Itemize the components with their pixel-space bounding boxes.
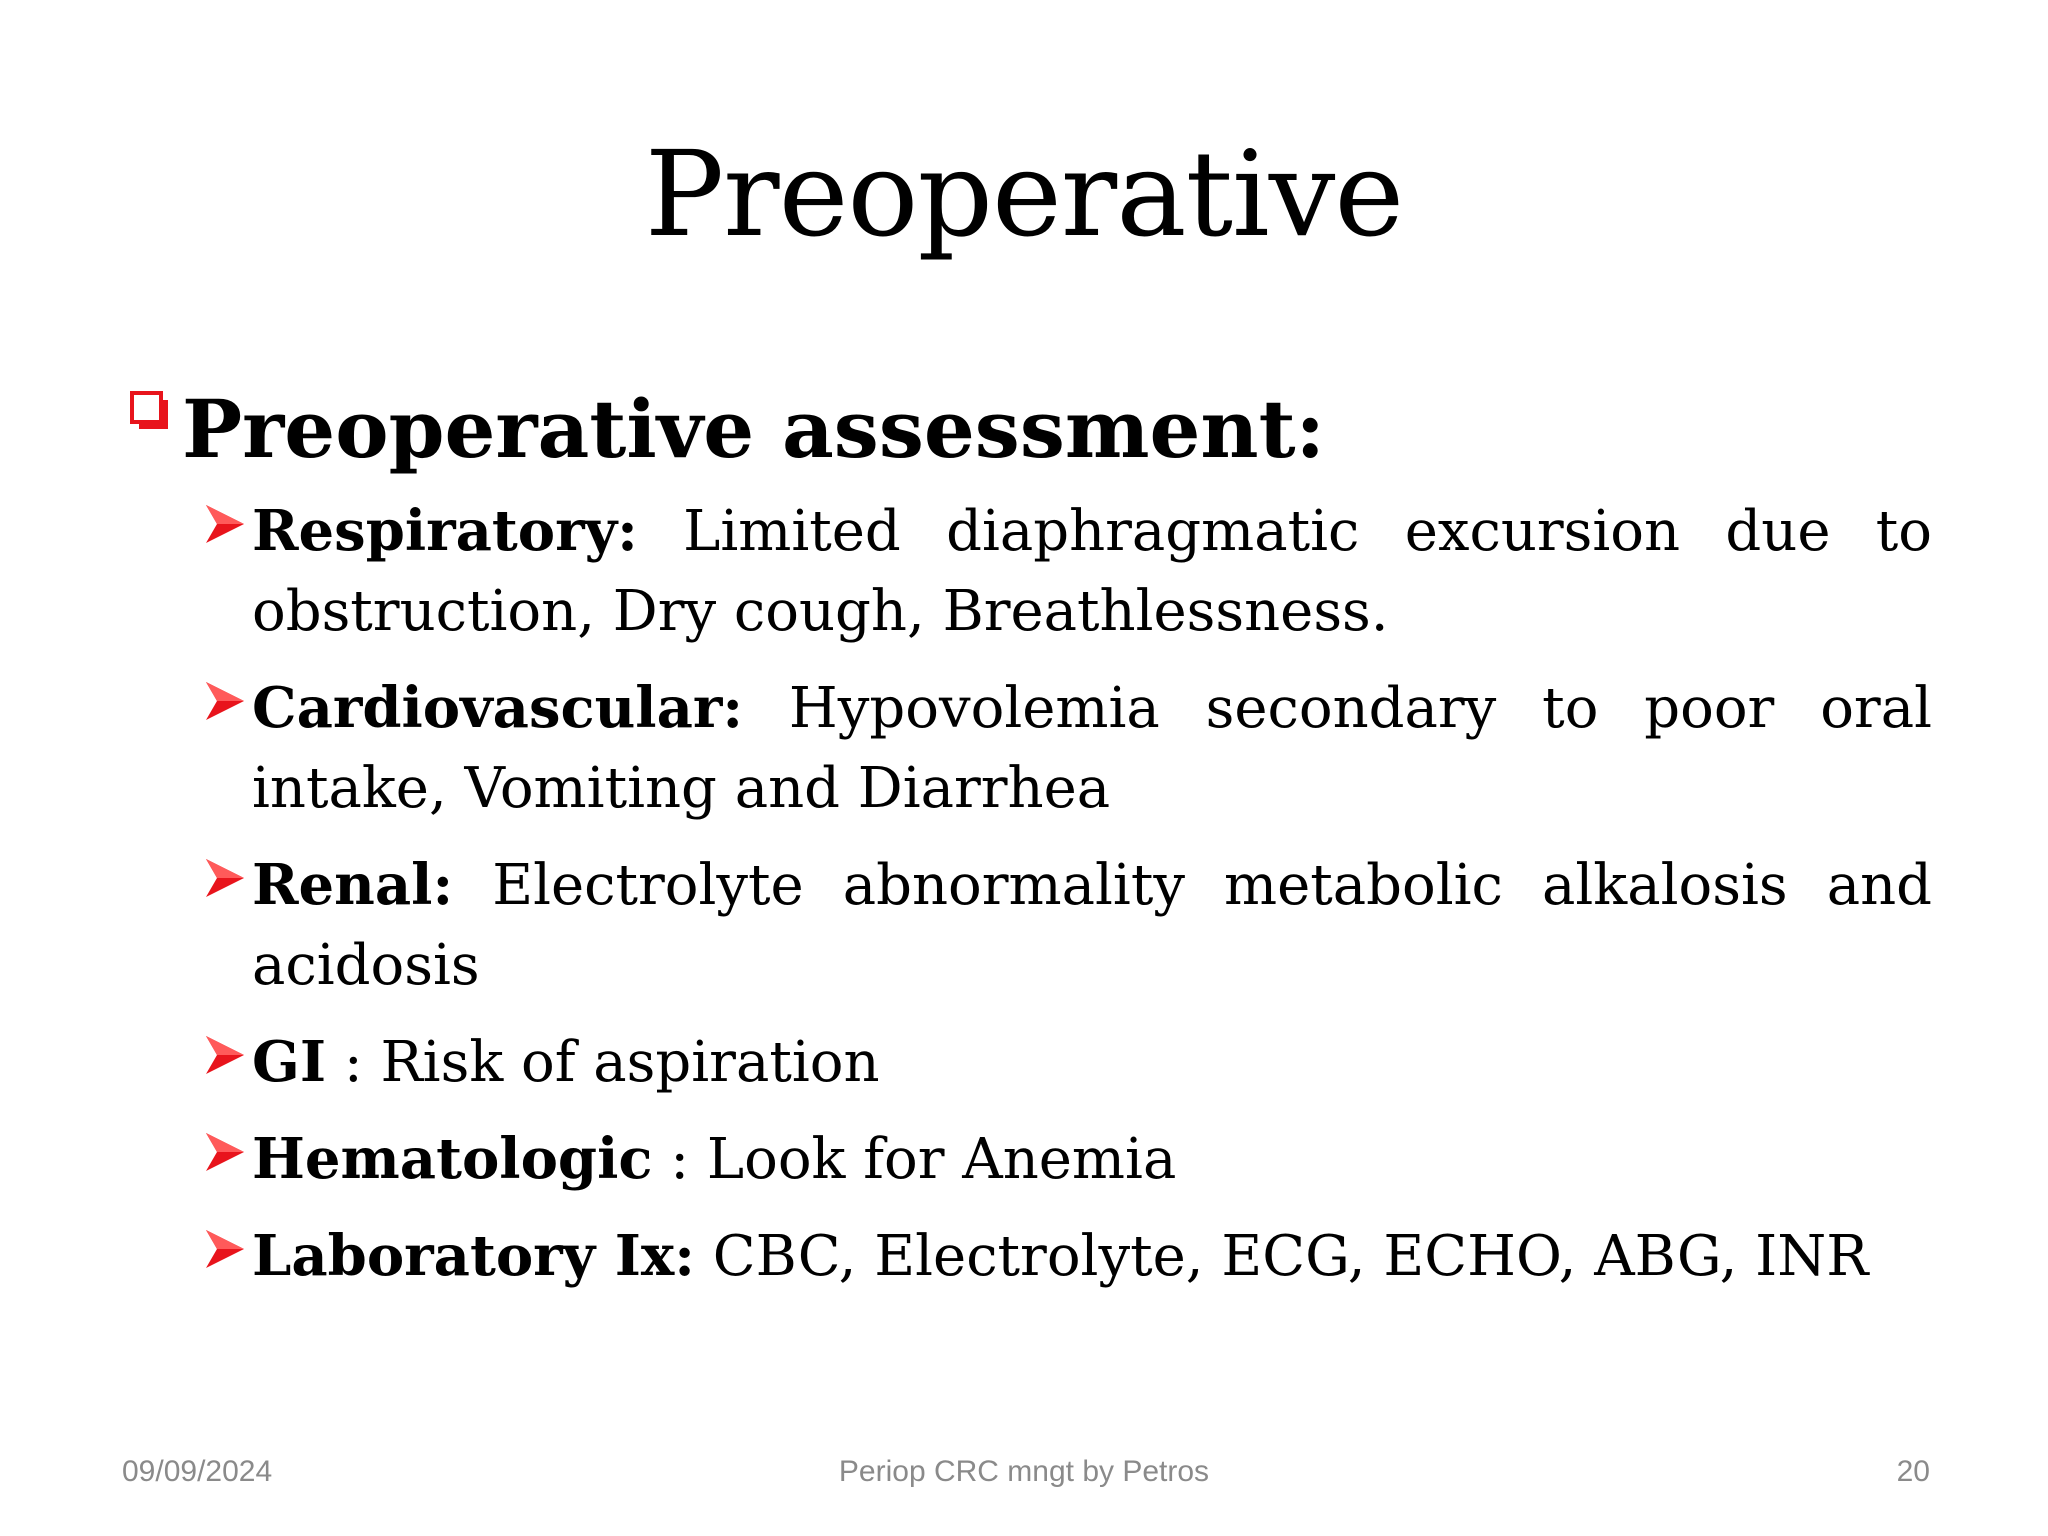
list-item-label: Laboratory Ix: — [252, 1223, 695, 1289]
list-item-text — [252, 1216, 1932, 1297]
section-heading: Preoperative assessment: — [182, 382, 1326, 476]
footer-date: 09/09/2024 — [122, 1455, 273, 1488]
list-item-body: Limited diaphragmatic excursion due to obstruction, Dry cough, Breathlessness. — [252, 499, 1932, 644]
assessment-list — [202, 491, 1932, 1297]
arrowhead-bullet-icon — [202, 1032, 248, 1078]
list-item-label: Renal: — [252, 852, 454, 918]
list-item-label: Hematologic — [252, 1126, 653, 1192]
list-item-text — [252, 491, 1932, 652]
list-item-laboratory — [202, 1216, 1932, 1297]
list-item-label: GI — [252, 1029, 327, 1095]
arrowhead-bullet-icon — [202, 855, 248, 901]
slide-title: Preoperative — [644, 125, 1404, 263]
list-item-label: Respiratory: — [252, 498, 638, 564]
arrowhead-bullet-icon — [202, 678, 248, 724]
list-item-label: Cardiovascular: — [252, 675, 744, 741]
list-item-text — [252, 668, 1932, 829]
list-item-body: Electrolyte abnormality metabolic alkalosis and acidosis — [252, 853, 1932, 998]
list-item-text — [252, 1022, 1932, 1103]
list-item-body: : Look for Anemia — [652, 1127, 1177, 1192]
list-item-text — [252, 1119, 1932, 1200]
arrowhead-bullet-icon — [202, 501, 248, 547]
list-item-body: Hypovolemia secondary to poor oral intake, Vomiting and Diarrhea — [252, 676, 1932, 821]
hollow-square-bullet-icon — [130, 391, 170, 431]
list-item-gi — [202, 1022, 1932, 1103]
list-item-body: CBC, Electrolyte, ECG, ECHO, ABG, INR — [694, 1224, 1869, 1289]
assessment-section — [130, 382, 1932, 1313]
list-item-renal — [202, 845, 1932, 1006]
list-item-text — [252, 845, 1932, 1006]
footer-page-number: 20 — [1896, 1455, 1930, 1488]
arrowhead-bullet-icon — [202, 1129, 248, 1175]
list-item-respiratory — [202, 491, 1932, 652]
list-item-body: : Risk of aspiration — [326, 1030, 880, 1095]
arrowhead-bullet-icon — [202, 1226, 248, 1272]
list-item-hematologic — [202, 1119, 1932, 1200]
list-item-cardiovascular — [202, 668, 1932, 829]
section-heading-row — [130, 382, 1930, 476]
footer-title: Periop CRC mngt by Petros — [838, 1455, 1210, 1488]
